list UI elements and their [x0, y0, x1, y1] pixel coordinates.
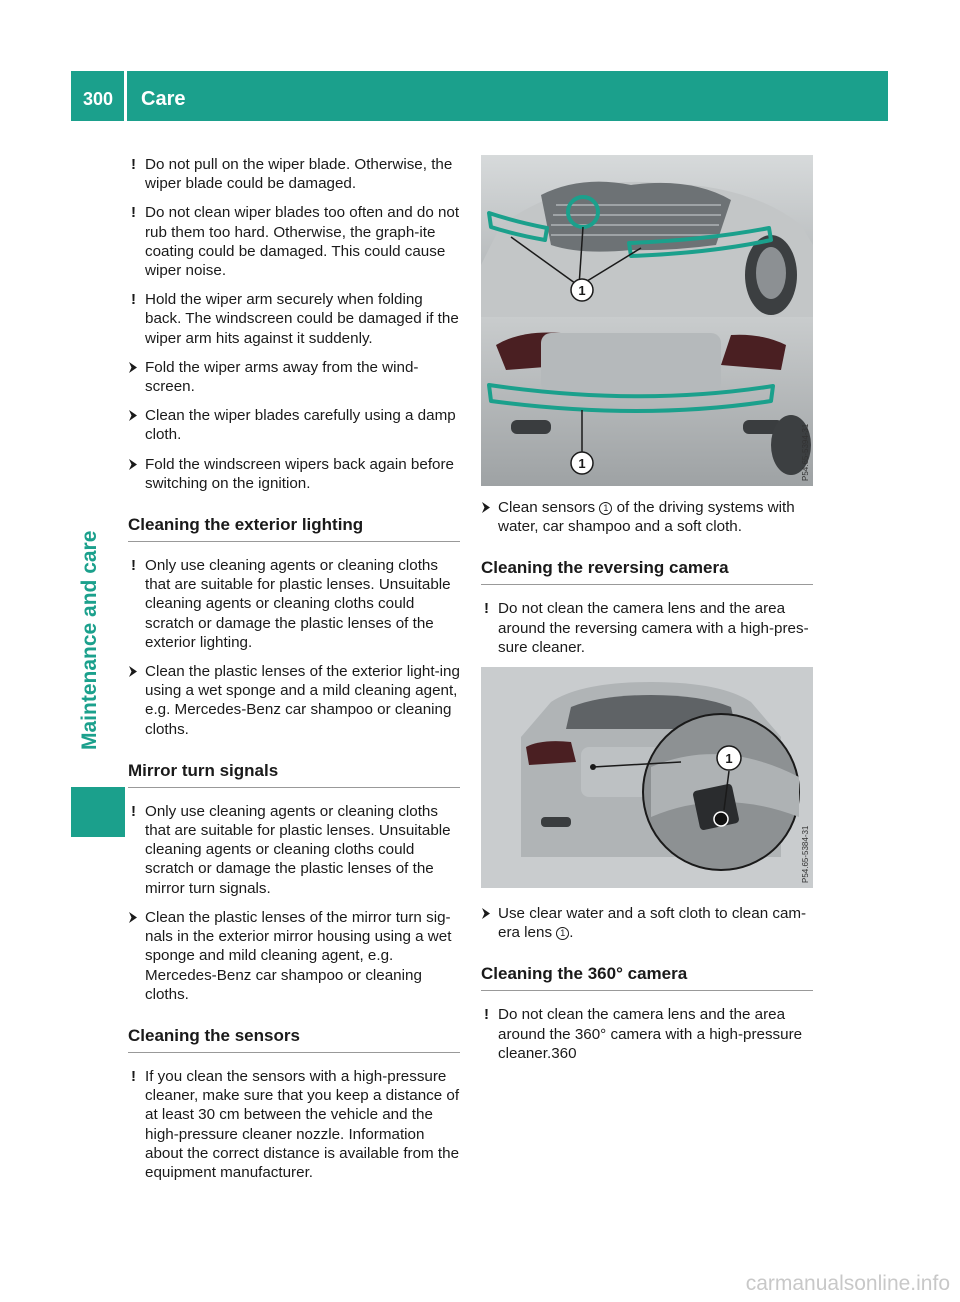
arrow-bullet-icon — [481, 502, 492, 513]
warning-item — [128, 290, 460, 348]
exclamation-icon: ! — [131, 204, 136, 222]
sensor-locations-figure — [481, 155, 813, 486]
exclamation-icon: ! — [484, 1006, 489, 1024]
arrow-bullet-icon — [128, 459, 139, 470]
callout-1: 1 — [578, 456, 586, 471]
warning-item — [128, 155, 460, 193]
exclamation-icon: ! — [131, 1067, 136, 1085]
arrow-bullet-icon — [128, 362, 139, 373]
callout-reference: 1 — [556, 927, 569, 940]
left-column — [128, 155, 460, 1192]
warning-text: Do not clean the camera lens and the area around the reversing camera with a high-pres-sure cleaner. — [498, 600, 809, 656]
warning-text: Only use cleaning agents or cleaning cloths that are suitable for plastic lenses. Unsuitable cleaning agents or cleaning cloths could scratch or damage the plastic lenses of the mirror turn signals. — [145, 802, 451, 897]
header-divider — [124, 71, 127, 121]
callout-1: 1 — [725, 751, 733, 767]
figure-code: P54.65-5394-31 — [801, 423, 810, 481]
step-text: Fold the wiper arms away from the wind-screen. — [145, 358, 419, 396]
exclamation-icon: ! — [131, 802, 136, 820]
exclamation-icon: ! — [484, 600, 489, 618]
exclamation-icon: ! — [131, 156, 136, 173]
arrow-bullet-icon — [481, 908, 492, 919]
step-text: Clean the plastic lenses of the exterior light-ing using a wet sponge and a mild cleaning agent, e.g. Mercedes-Benz car shampoo or cleaning cloths. — [145, 663, 460, 738]
side-tab-marker — [71, 787, 125, 837]
step-item — [128, 662, 460, 739]
car-rear-camera-illustration — [481, 667, 813, 888]
warning-item — [481, 599, 813, 657]
right-column — [481, 155, 813, 1073]
warning-item — [128, 203, 460, 280]
step-item — [481, 904, 813, 942]
step-text: of the driving systems with water, car shampoo and a soft cloth. — [498, 499, 795, 536]
arrow-bullet-icon — [128, 912, 139, 923]
callout-reference: 1 — [599, 502, 612, 515]
page-title: Care — [141, 88, 186, 110]
section-heading-reversing-camera: Cleaning the reversing camera — [481, 558, 813, 585]
step-text: Use clear water and a soft cloth to clean cam-era lens — [498, 905, 807, 942]
reversing-camera-figure — [481, 667, 813, 888]
step-item — [128, 455, 460, 493]
section-heading-mirror-turn-signals: Mirror turn signals — [128, 761, 460, 788]
footer-watermark: carmanualsonline.info — [745, 1272, 950, 1295]
warning-text: If you clean the sensors with a high-pressure cleaner, make sure that you keep a distance of at least 30 cm between the vehicle and the high-pressure cleaner nozzle. Information about the correct distance is available from the equipment manufacturer. — [145, 1067, 460, 1181]
exclamation-icon: ! — [131, 557, 136, 575]
warning-text: Do not clean wiper blades too often and do not rub them too hard. Otherwise, the graph-ite coating could be damaged. This could cause wiper noise. — [145, 204, 460, 280]
car-bumper-illustration — [481, 155, 813, 486]
step-text: Clean the wiper blades carefully using a damp cloth. — [145, 407, 456, 444]
step-text: Fold the windscreen wipers back again before switching on the ignition. — [145, 455, 454, 492]
figure-code: P54.65-5384-31 — [801, 825, 810, 884]
callout-1: 1 — [578, 283, 586, 298]
step-item — [481, 498, 813, 536]
step-text: . — [569, 924, 574, 942]
step-item — [128, 358, 460, 396]
section-heading-sensors: Cleaning the sensors — [128, 1026, 460, 1053]
warning-item — [128, 1067, 460, 1182]
step-item — [128, 406, 460, 444]
step-text: Clean the plastic lenses of the mirror turn sig-nals in the exterior mirror housing using a wet sponge and mild cleaning agent, e.g. Mercedes-Benz car shampoo or cleaning cloths. — [145, 908, 452, 1003]
warning-text: Do not clean the camera lens and the area around the 360° camera with a high-pressure cleaner.360 — [498, 1006, 803, 1062]
exclamation-icon: ! — [131, 291, 136, 309]
arrow-bullet-icon — [128, 666, 139, 677]
warning-item — [128, 802, 460, 898]
page-number: 300 — [83, 89, 114, 109]
warning-text: Hold the wiper arm securely when folding back. The windscreen could be damaged if the wiper arm hits against it suddenly. — [145, 291, 459, 347]
warning-item — [481, 1005, 813, 1063]
step-text: Clean sensors — [498, 499, 596, 516]
warning-text: Only use cleaning agents or cleaning cloths that are suitable for plastic lenses. Unsuitable cleaning agents or cleaning cloths could scratch or damage the plastic lenses of the exterior lighting. — [145, 557, 451, 651]
step-item — [128, 908, 460, 1004]
section-heading-exterior-lighting: Cleaning the exterior lighting — [128, 515, 460, 542]
page-header — [71, 71, 888, 121]
arrow-bullet-icon — [128, 410, 139, 421]
section-heading-360-camera: Cleaning the 360° camera — [481, 964, 813, 991]
warning-item — [128, 556, 460, 652]
warning-text: Do not pull on the wiper blade. Otherwise, the wiper blade could be damaged. — [145, 156, 453, 193]
